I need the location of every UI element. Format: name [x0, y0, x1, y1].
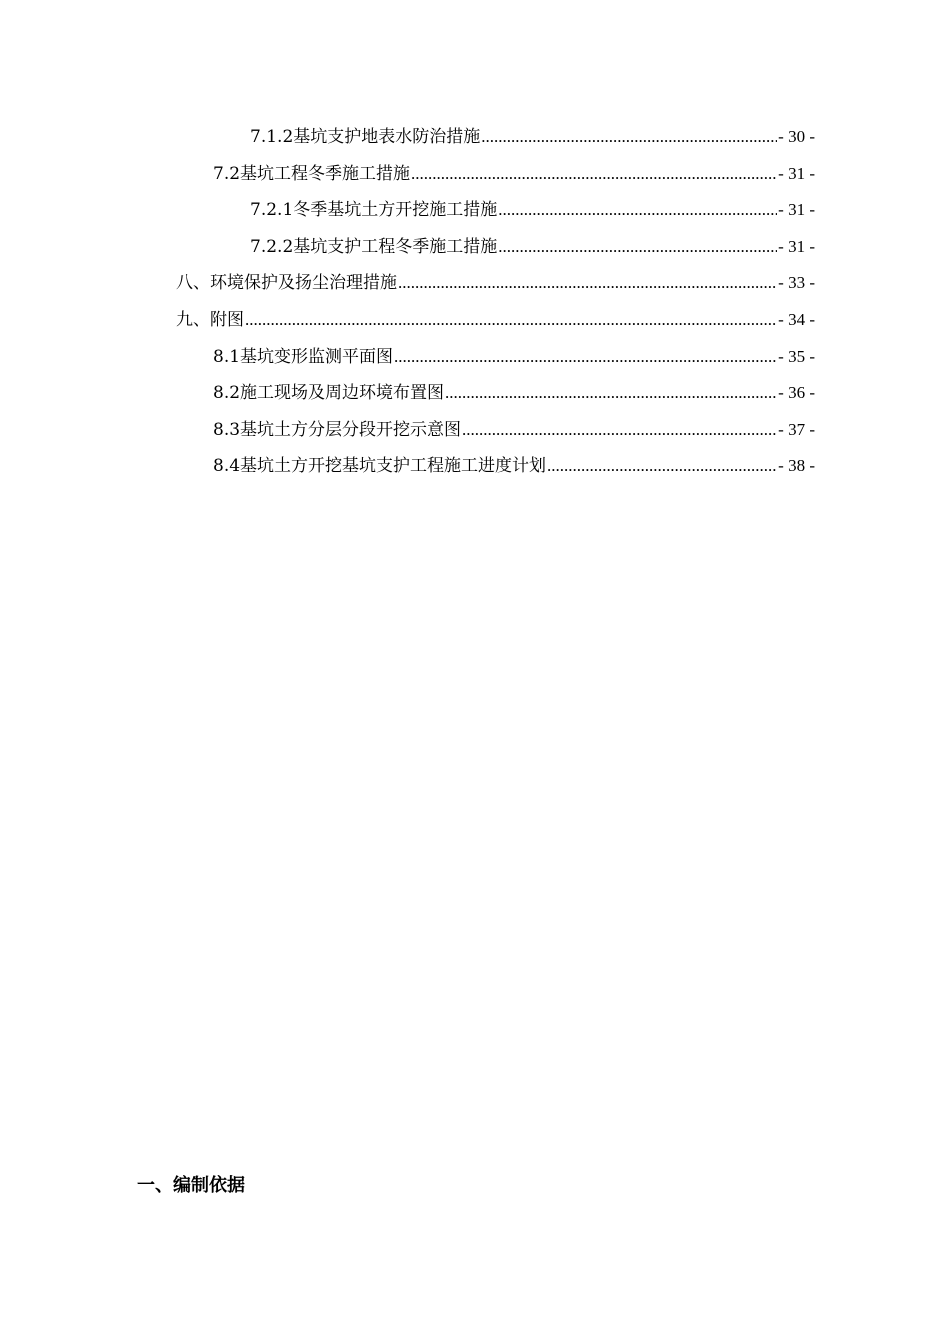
toc-dot-leader — [481, 119, 777, 155]
toc-dot-leader — [547, 448, 777, 484]
toc-entry-title: 7.1.2基坑支护地表水防治措施 — [250, 127, 481, 147]
toc-dot-leader — [394, 339, 777, 375]
toc-entry-page: - 31 - — [778, 200, 815, 220]
toc-entry[interactable] — [213, 375, 815, 411]
toc-entry[interactable] — [213, 412, 815, 448]
toc-entry-title: 8.3基坑土方分层分段开挖示意图 — [213, 419, 462, 440]
toc-dot-leader — [462, 412, 777, 448]
toc-entry-page: - 34 - — [778, 310, 815, 329]
toc-dot-leader — [498, 192, 777, 228]
toc-entry-page: - 35 - — [778, 346, 815, 366]
toc-entry[interactable] — [213, 156, 815, 192]
section-heading: 一、编制依据 — [137, 1175, 245, 1196]
toc-dot-leader — [445, 375, 777, 411]
toc-entry-page: - 31 - — [778, 236, 815, 256]
toc-dot-leader — [245, 302, 777, 338]
toc-entry-page: - 38 - — [778, 456, 815, 476]
toc-entry-title: 8.1基坑变形监测平面图 — [213, 346, 394, 367]
toc-entry[interactable] — [176, 302, 815, 338]
toc-entry-page: - 31 - — [778, 163, 815, 183]
toc-entry[interactable] — [213, 339, 815, 375]
toc-dot-leader — [398, 265, 777, 301]
toc-entry-title: 8.2施工现场及周边环境布置图 — [213, 383, 445, 404]
toc-entry-title: 八、环境保护及扬尘治理措施 — [176, 273, 397, 294]
toc-entry[interactable] — [213, 448, 815, 484]
toc-entry[interactable] — [176, 265, 815, 301]
toc-entry-title: 7.2.1冬季基坑土方开挖施工措施 — [250, 200, 498, 221]
toc-dot-leader — [498, 229, 777, 265]
toc-entry[interactable] — [250, 119, 815, 155]
toc-entry[interactable] — [250, 192, 815, 228]
toc-entry-title: 7.2基坑工程冬季施工措施 — [213, 163, 411, 184]
toc-entry-title: 九、附图 — [176, 310, 244, 330]
toc-entry-page: - 37 - — [778, 419, 815, 439]
toc-entry[interactable] — [250, 229, 815, 265]
toc-entry-page: - 33 - — [778, 273, 815, 293]
toc-entry-page: - 36 - — [778, 383, 815, 403]
toc-entry-page: - 30 - — [778, 127, 815, 146]
toc-entry-title: 7.2.2基坑支护工程冬季施工措施 — [250, 236, 498, 257]
toc-dot-leader — [411, 156, 777, 192]
toc-entry-title: 8.4基坑土方开挖基坑支护工程施工进度计划 — [213, 456, 547, 477]
